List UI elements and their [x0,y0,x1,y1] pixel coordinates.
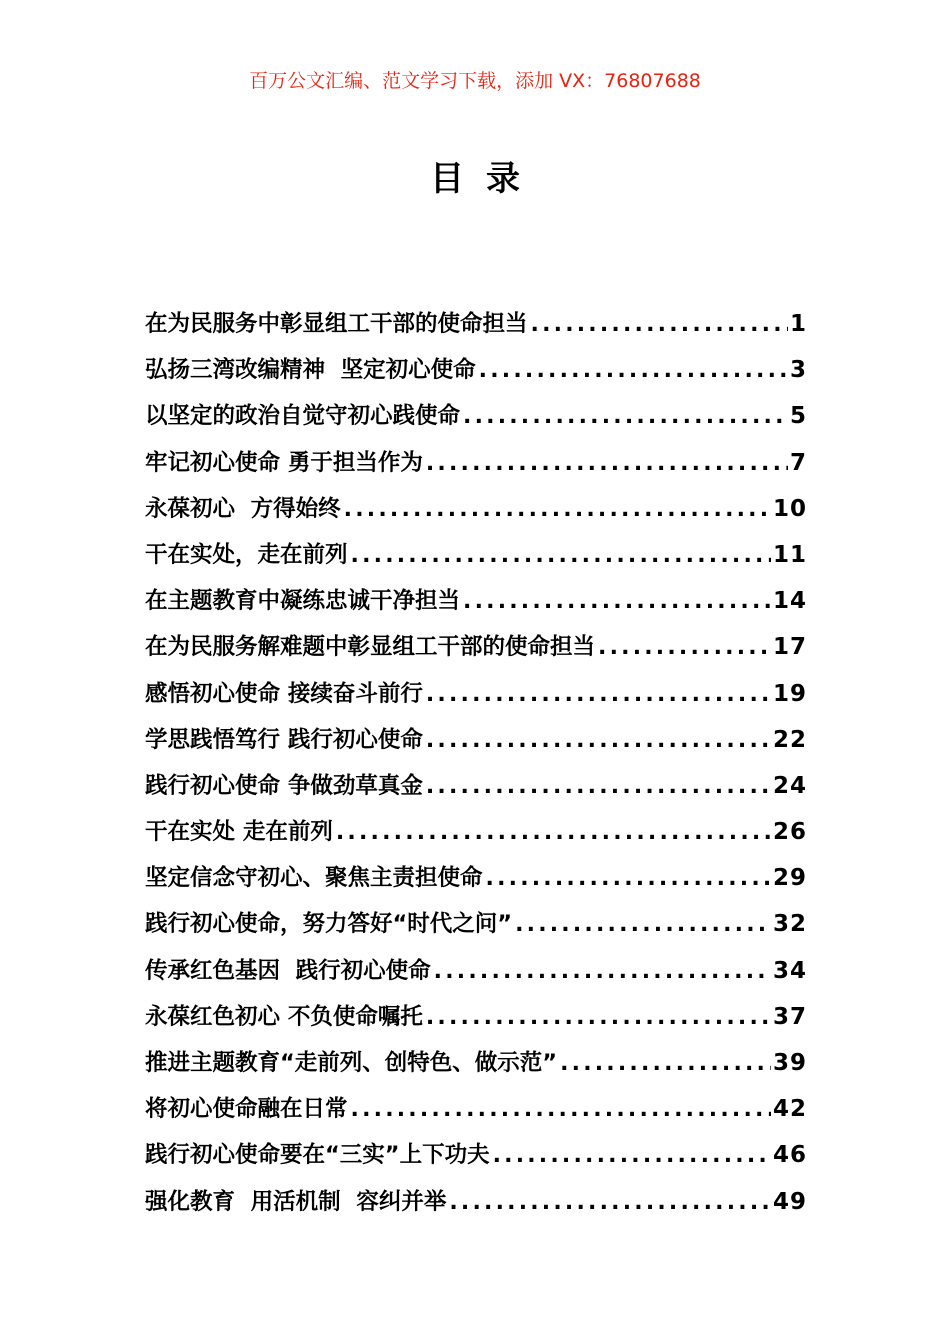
toc-entry-page-number: 37 [772,1003,807,1030]
toc-entry-title: 永葆初心 方得始终 [145,495,341,522]
toc-entry-page-number: 7 [789,449,807,476]
toc-dot-leader [336,812,771,854]
toc-entry-title: 践行初心使命，努力答好“时代之问” [145,911,513,938]
toc-entry-title: 干在实处 走在前列 [145,819,333,846]
toc-dot-leader [560,1043,771,1085]
toc-dot-leader [344,489,771,531]
toc-dot-leader [463,581,771,623]
toc-entry-page-number: 32 [772,911,807,938]
toc-entry[interactable] [145,903,807,949]
toc-entry-page-number: 11 [772,541,807,568]
toc-dot-leader [351,1089,771,1131]
page-title: 目录 [430,159,542,199]
toc-entry[interactable] [145,1134,807,1180]
toc-dot-leader [351,535,771,577]
toc-entry-title: 将初心使命融在日常 [145,1096,348,1123]
toc-entry[interactable] [145,1042,807,1088]
toc-entry[interactable] [145,580,807,626]
toc-entry-title: 在为民服务解难题中彰显组工干部的使命担当 [145,634,596,661]
toc-entry-title: 感悟初心使命 接续奋斗前行 [145,680,423,707]
toc-entry[interactable] [145,1088,807,1134]
toc-entry[interactable] [145,950,807,996]
toc-entry-title: 在主题教育中凝练忠诚干净担当 [145,588,461,615]
toc-entry-title: 学思践悟笃行 践行初心使命 [145,726,423,753]
toc-entry[interactable] [145,349,807,395]
toc-entry-title: 牢记初心使命 勇于担当作为 [145,449,423,476]
toc-entry-page-number: 19 [772,680,807,707]
toc-dot-leader [426,674,771,716]
toc-entry-page-number: 10 [772,495,807,522]
toc-entry-title: 永葆红色初心 不负使命嘱托 [145,1003,423,1030]
toc-entry[interactable] [145,996,807,1042]
header-note: 百万公文汇编、范文学习下载，添加 VX：76807688 [249,70,701,92]
toc-entry[interactable] [145,719,807,765]
toc-entry[interactable] [145,534,807,580]
toc-entry-title: 强化教育 用活机制 容纠并举 [145,1188,447,1215]
toc-entry-page-number: 49 [772,1188,807,1215]
toc-entry-page-number: 39 [772,1050,807,1076]
toc-entry-title: 弘扬三湾改编精神 坚定初心使命 [145,357,476,384]
toc-dot-leader [531,304,788,346]
toc-entry[interactable] [145,303,807,349]
toc-dot-leader [598,627,771,669]
toc-dot-leader [426,766,771,808]
toc-entry[interactable] [145,857,807,903]
toc-dot-leader [463,396,788,438]
toc-entry-title: 以坚定的政治自觉守初心践使命 [145,403,461,430]
toc-entry[interactable] [145,673,807,719]
toc-dot-leader [479,350,788,392]
toc-entry-page-number: 29 [772,865,807,892]
toc-entry-title: 推进主题教育“走前列、创特色、做示范” [145,1050,558,1076]
toc-entry-page-number: 34 [772,957,807,984]
toc-entry-page-number: 26 [772,819,807,846]
table-of-contents [145,303,807,1227]
toc-entry-title: 传承红色基因 践行初心使命 [145,957,431,984]
toc-entry[interactable] [145,811,807,857]
toc-entry-page-number: 5 [789,403,807,430]
toc-entry[interactable] [145,626,807,672]
toc-dot-leader [486,858,771,900]
toc-entry[interactable] [145,1181,807,1227]
toc-entry[interactable] [145,488,807,534]
toc-entry-title: 践行初心使命 争做劲草真金 [145,772,423,799]
toc-entry-page-number: 3 [789,357,807,384]
toc-entry-title: 在为民服务中彰显组工干部的使命担当 [145,311,528,337]
toc-dot-leader [426,720,771,762]
toc-entry-title: 践行初心使命要在“三实”上下功夫 [145,1142,490,1169]
toc-entry-page-number: 22 [772,726,807,753]
toc-dot-leader [426,997,771,1039]
toc-dot-leader [426,443,788,485]
toc-entry-page-number: 46 [772,1142,807,1169]
toc-entry-page-number: 14 [772,588,807,615]
toc-dot-leader [449,1182,771,1224]
toc-entry-page-number: 24 [772,772,807,799]
toc-entry-page-number: 42 [772,1096,807,1123]
toc-entry-page-number: 17 [772,634,807,661]
toc-entry-title: 干在实处，走在前列 [145,541,348,568]
toc-entry[interactable] [145,442,807,488]
toc-entry[interactable] [145,765,807,811]
toc-entry-page-number: 1 [789,311,807,337]
toc-entry-title: 坚定信念守初心、聚焦主责担使命 [145,865,483,892]
toc-dot-leader [493,1135,771,1177]
toc-entry[interactable] [145,395,807,441]
toc-dot-leader [434,951,771,993]
toc-dot-leader [515,904,771,946]
